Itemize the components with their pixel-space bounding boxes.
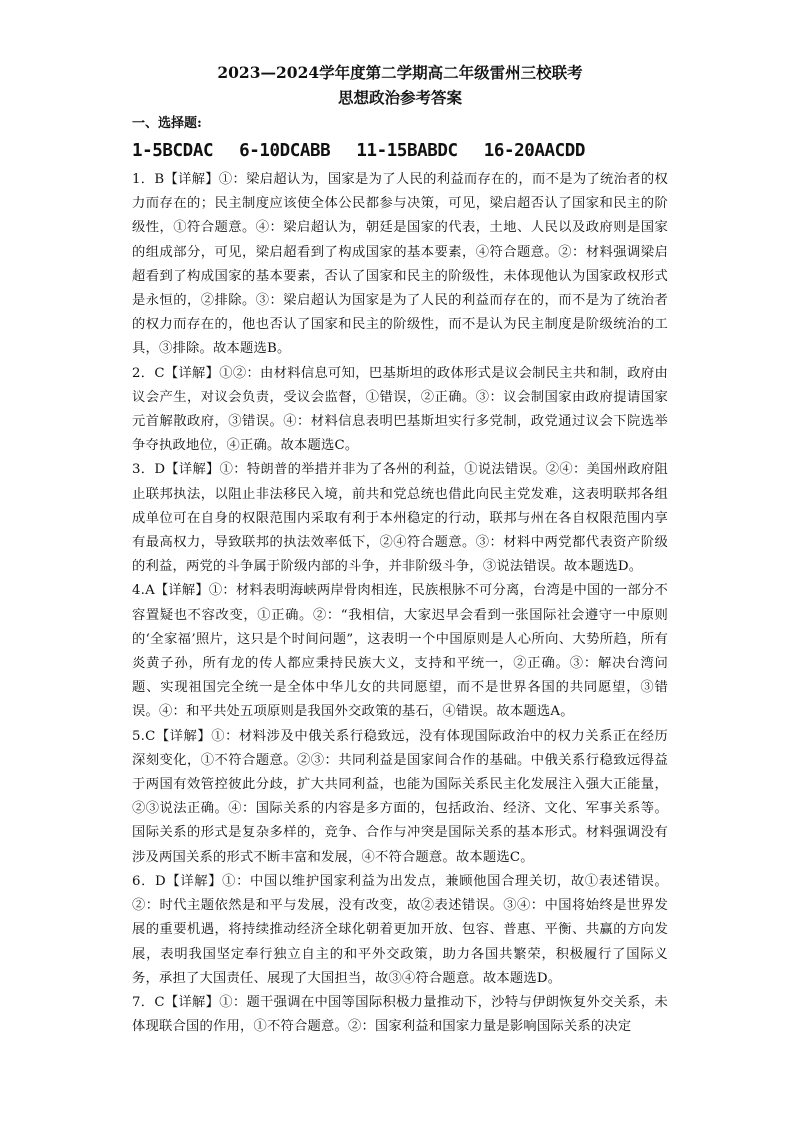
answer-explanation-1: 1．B【详解】①：梁启超认为，国家是为了人民的利益而存在的，而不是为了统治者的权力而存在的；民主制度应该使全体公民都参与决策，可见，梁启超否认了国家和民主的阶级性，①符合题意。④：梁启超认为，朝廷是国家的代表，土地、人民以及政府则是国家的组成部分，可见，梁启超看到了构成国家的基本要素，④符合题意。②：材料强调梁启超看到了构成国家的基本要素，否认了国家和民主的阶级性，未体现他认为国家政权形式是永恒的，②排除。③：梁启超认为国家是为了人民的利益而存在的，而不是为了统治者的权力而存在的，他也否认了国家和民主的阶级性，而不是认为民主制度是阶级统治的工具，③排除。故本题选B。 [132, 172, 668, 357]
document-subtitle: 思想政治参考答案 [337, 88, 462, 107]
answer-key [132, 138, 668, 164]
document-title: 2023—2024学年度第二学期高二年级雷州三校联考 [217, 63, 583, 82]
answer-explanation-4: 4.A【详解】①：材料表明海峡两岸骨肉相连，民族根脉不可分离，台湾是中国的一部分不容置疑也不容改变，①正确。②：“我相信，大家迟早会看到一张国际社会遵守一中原则的‘全家福’照片，这只是个时间问题”，这表明一个中国原则是人心所向、大势所趋，所有炎黄子孙，所有龙的传人都应秉持民族大义，支持和平统一，②正确。③：解决台湾问题、实现祖国完全统一是全体中华儿女的共同愿望，而不是世界各国的共同愿望，③错误。④：和平共处五项原则是我国外交政策的基石，④错误。故本题选A。 [132, 583, 668, 720]
section-heading: 一、选择题: [132, 116, 202, 131]
answer-explanation-2: 2．C【详解】①②：由材料信息可知，巴基斯坦的政体形式是议会制民主共和制，政府由议会产生，对议会负责，受议会监督，①错误，②正确。③：议会制国家由政府提请国家元首解散政府，③错误。④：材料信息表明巴基斯坦实行多党制，政党通过议会下院选举争夺执政地位，④正确。故本题选C。 [132, 365, 668, 454]
answer-explanation-5: 5.C【详解】①：材料涉及中俄关系行稳致远，没有体现国际政治中的权力关系正在经历深刻变化，①不符合题意。②③：共同利益是国家间合作的基础。中俄关系行稳致远得益于两国有效管控彼此分歧，扩大共同利益，也能为国际关系民主化发展注入强大正能量，②③说法正确。④：国际关系的内容是多方面的，包括政治、经济、文化、军事关系等。国际关系的形式是复杂多样的，竞争、合作与冲突是国际关系的基本形式。材料强调没有涉及两国关系的形式不断丰富和发展，④不符合题意。故本题选C。 [132, 728, 668, 865]
answer-explanation-7: 7．C【详解】①：题干强调在中国等国际积极力量推动下，沙特与伊朗恢复外交关系，未体现联合国的作用，①不符合题意。②：国家利益和国家力量是影响国际关系的决定 [132, 994, 668, 1035]
answer-explanation-6: 6．D【详解】①：中国以维护国家利益为出发点，兼顾他国合理关切，故①表述错误。②：时代主题依然是和平与发展，没有改变，故②表述错误。③④：中国将始终是世界发展的重要机遇，将持续推动经济全球化朝着更加开放、包容、普惠、平衡、共赢的方向发展，表明我国坚定奉行独立自主的和平外交政策，助力各国共繁荣，积极履行了国际义务，承担了大国责任、展现了大国担当，故③④符合题意。故本题选D。 [132, 873, 668, 986]
answer-key-group: 16-20AACDD [483, 141, 586, 161]
answer-explanation-3: 3．D【详解】①：特朗普的举措并非为了各州的利益，①说法错误。②④：美国州政府阻止联邦执法，以阻止非法移民入境，前共和党总统也借此向民主党发难，这表明联邦各组成单位可在自身的权限范围内采取有利于本州稳定的行动，联邦与州在各自权限范围内享有最高权力，导致联邦的执法效率低下，②④符合题意。③：材料中两党都代表资产阶级的利益，两党的斗争属于阶级内部的斗争，并非阶级斗争，③说法错误。故本题选D。 [132, 462, 668, 575]
answer-key-group: 1-5BCDAC [132, 141, 214, 161]
answer-key-group: 11-15BABDC [356, 141, 458, 161]
answer-key-group: 6-10DCABB [239, 141, 331, 161]
